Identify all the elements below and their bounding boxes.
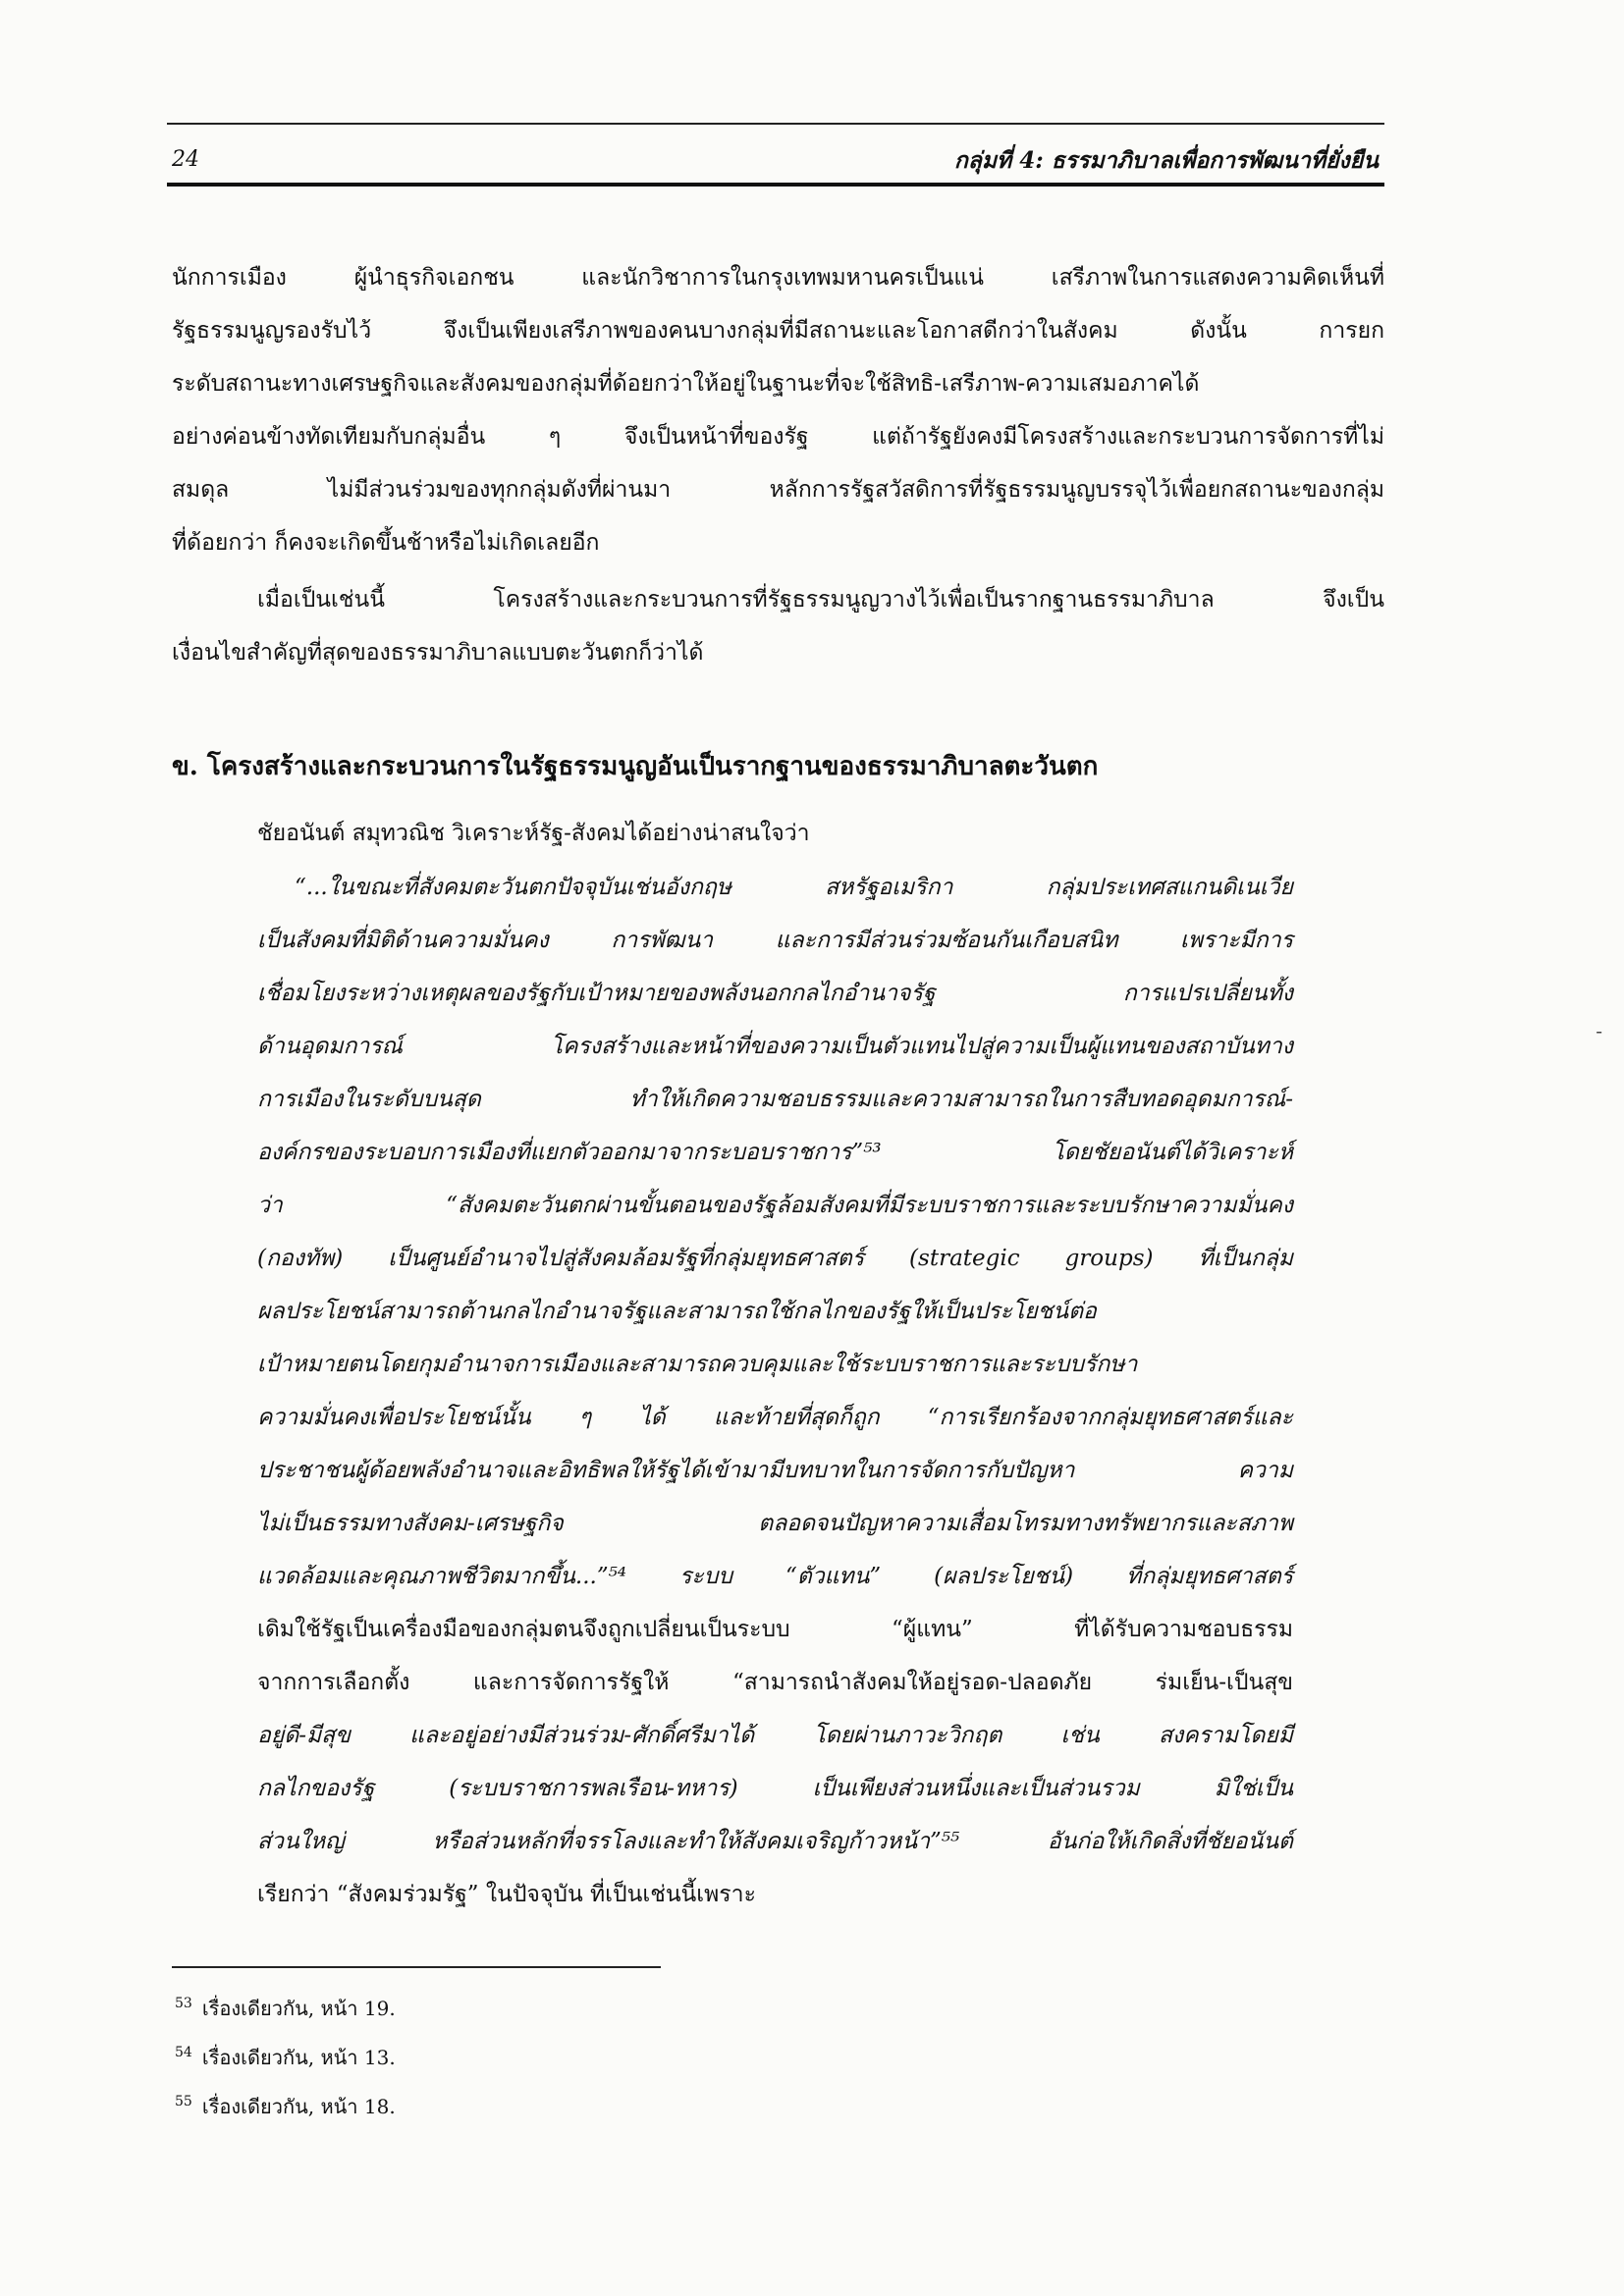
quote-line: ไม่เป็นธรรมทางสังคม-เศรษฐกิจ ตลอดจนปัญหาความเสื่อมโทรมทางทรัพยากรและสภาพ <box>257 1511 1293 1536</box>
intro-line: ชัยอนันต์ สมุทวณิช วิเคราะห์รัฐ-สังคมได้อย่างน่าสนใจว่า <box>257 821 810 846</box>
quote-line: เชื่อมโยงระหว่างเหตุผลของรัฐกับเป้าหมายของพลังนอกกลไกอำนาจรัฐ การแปรเปลี่ยนทั้ง <box>257 981 1293 1006</box>
section-heading: ข. โครงสร้างและกระบวนการในรัฐธรรมนูญอันเป็นรากฐานของธรรมาภิบาลตะวันตก <box>172 752 1099 781</box>
quote-line: การเมืองในระดับบนสุด ทำให้เกิดความชอบธรรมและความสามารถในการสืบทอดอุดมการณ์- <box>257 1087 1293 1112</box>
quote-line: ประชาชนผู้ด้อยพลังอำนาจและอิทธิพลให้รัฐได้เข้ามามีบทบาทในการจัดการกับปัญหา ความ <box>257 1458 1293 1483</box>
footnote-55 <box>175 2091 396 2122</box>
body-line: ระดับสถานะทางเศรษฐกิจและสังคมของกลุ่มที่ด้อยกว่าให้อยู่ในฐานะที่จะใช้สิทธิ-เสรีภาพ-ความเสมอภาคได้ <box>172 371 1200 397</box>
quote-line: (กองทัพ) เป็นศูนย์อำนาจไปสู่สังคมล้อมรัฐที่กลุ่มยุทธศาสตร์ (strategic groups) ที่เป็นกลุ่ม <box>257 1246 1293 1271</box>
quote-line: เป็นสังคมที่มิติด้านความมั่นคง การพัฒนา และการมีส่วนร่วมซ้อนกันเกือบสนิท เพราะมีการ <box>257 928 1293 953</box>
footnote-53 <box>175 1993 396 2024</box>
quote-line: ผลประโยชน์สามารถต้านกลไกอำนาจรัฐและสามารถใช้กลไกของรัฐให้เป็นประโยชน์ต่อ <box>257 1299 1097 1324</box>
quote-line: “...ในขณะที่สังคมตะวันตกปัจจุบันเช่นอังกฤษ สหรัฐอเมริกา กลุ่มประเทศสแกนดิเนเวีย <box>295 875 1293 900</box>
quote-line: ด้านอุดมการณ์ โครงสร้างและหน้าที่ของความเป็นตัวแทนไปสู่ความเป็นผู้แทนของสถาบันทาง <box>257 1034 1293 1059</box>
quote-line: เดิมใช้รัฐเป็นเครื่องมือของกลุ่มตนจึงถูกเปลี่ยนเป็นระบบ “ผู้แทน” ที่ได้รับความชอบธรรม <box>257 1617 1293 1642</box>
body-line: สมดุล ไม่มีส่วนร่วมของทุกกลุ่มดังที่ผ่านมา หลักการรัฐสวัสดิการที่รัฐธรรมนูญบรรจุไว้เพื่อยกสถานะของกลุ่ม <box>172 477 1384 503</box>
body-line: อย่างค่อนข้างทัดเทียมกับกลุ่มอื่น ๆ จึงเป็นหน้าที่ของรัฐ แต่ถ้ารัฐยังคงมีโครงสร้างและกระบวนการจัดการที่ไม่ <box>172 424 1384 450</box>
quote-line: องค์กรของระบอบการเมืองที่แยกตัวออกมาจากระบอบราชการ”⁵³ โดยชัยอนันต์ได้วิเคราะห์ <box>257 1140 1293 1165</box>
footnote-number: 54 <box>175 2045 192 2061</box>
quote-line: เรียกว่า “สังคมร่วมรัฐ” ในปัจจุบัน ที่เป็นเช่นนี้เพราะ <box>257 1882 756 1907</box>
body-line: เมื่อเป็นเช่นนี้ โครงสร้างและกระบวนการที่รัฐธรรมนูญวางไว้เพื่อเป็นรากฐานธรรมาภิบาล จึงเป็น <box>257 587 1384 613</box>
page-number: 24 <box>172 147 199 172</box>
footnote-number: 55 <box>175 2094 192 2110</box>
quote-line: ว่า “สังคมตะวันตกผ่านขั้นตอนของรัฐล้อมสังคมที่มีระบบราชการและระบบรักษาความมั่นคง <box>257 1193 1293 1218</box>
header-top-rule <box>167 123 1384 125</box>
footnote-text: เรื่องเดียวกัน, หน้า 18. <box>201 2095 396 2118</box>
footnote-number: 53 <box>175 1996 192 2012</box>
quote-line: ความมั่นคงเพื่อประโยชน์นั้น ๆ ได้ และท้ายที่สุดก็ถูก “การเรียกร้องจากกลุ่มยุทธศาสตร์และ <box>257 1405 1293 1430</box>
quote-line: จากการเลือกตั้ง และการจัดการรัฐให้ “สามารถนำสังคมให้อยู่รอด-ปลอดภัย ร่มเย็น-เป็นสุข <box>257 1670 1293 1695</box>
header-bottom-rule <box>167 183 1384 187</box>
body-line: เงื่อนไขสำคัญที่สุดของธรรมาภิบาลแบบตะวันตกก็ว่าได้ <box>172 640 704 666</box>
footnote-rule <box>172 1966 661 1968</box>
body-line: นักการเมือง ผู้นำธุรกิจเอกชน และนักวิชาการในกรุงเทพมหานครเป็นแน่ เสรีภาพในการแสดงความคิดเห็นที่ <box>172 265 1384 291</box>
quote-line: กลไกของรัฐ (ระบบราชการพลเรือน-ทหาร) เป็นเพียงส่วนหนึ่งและเป็นส่วนรวม มิใช่เป็น <box>257 1776 1293 1801</box>
footnote-54 <box>175 2042 396 2073</box>
body-line: ที่ด้อยกว่า ก็คงจะเกิดขึ้นช้าหรือไม่เกิดเลยอีก <box>172 530 600 556</box>
quote-line: อยู่ดี-มีสุข และอยู่อย่างมีส่วนร่วม-ศักดิ์ศรีมาได้ โดยผ่านภาวะวิกฤต เช่น สงครามโดยมี <box>257 1723 1293 1748</box>
footnote-text: เรื่องเดียวกัน, หน้า 13. <box>201 2046 396 2069</box>
quote-line: ส่วนใหญ่ หรือส่วนหลักที่จรรโลงและทำให้สังคมเจริญก้าวหน้า”⁵⁵ อันก่อให้เกิดสิ่งที่ชัยอนันต์ <box>257 1829 1293 1854</box>
running-title: กลุ่มที่ 4: ธรรมาภิบาลเพื่อการพัฒนาที่ยั่งยืน <box>953 147 1379 174</box>
margin-mark: - <box>1596 1019 1602 1042</box>
quote-line: เป้าหมายตนโดยกุมอำนาจการเมืองและสามารถควบคุมและใช้ระบบราชการและระบบรักษา <box>257 1352 1138 1377</box>
footnote-text: เรื่องเดียวกัน, หน้า 19. <box>201 1997 396 2020</box>
body-line: รัฐธรรมนูญรองรับไว้ จึงเป็นเพียงเสรีภาพของคนบางกลุ่มที่มีสถานะและโอกาสดีกว่าในสังคม ดังนั้น การยก <box>172 318 1384 344</box>
quote-line: แวดล้อมและคุณภาพชีวิตมากขึ้น...”⁵⁴ ระบบ “ตัวแทน” (ผลประโยชน์) ที่กลุ่มยุทธศาสตร์ <box>257 1564 1293 1589</box>
